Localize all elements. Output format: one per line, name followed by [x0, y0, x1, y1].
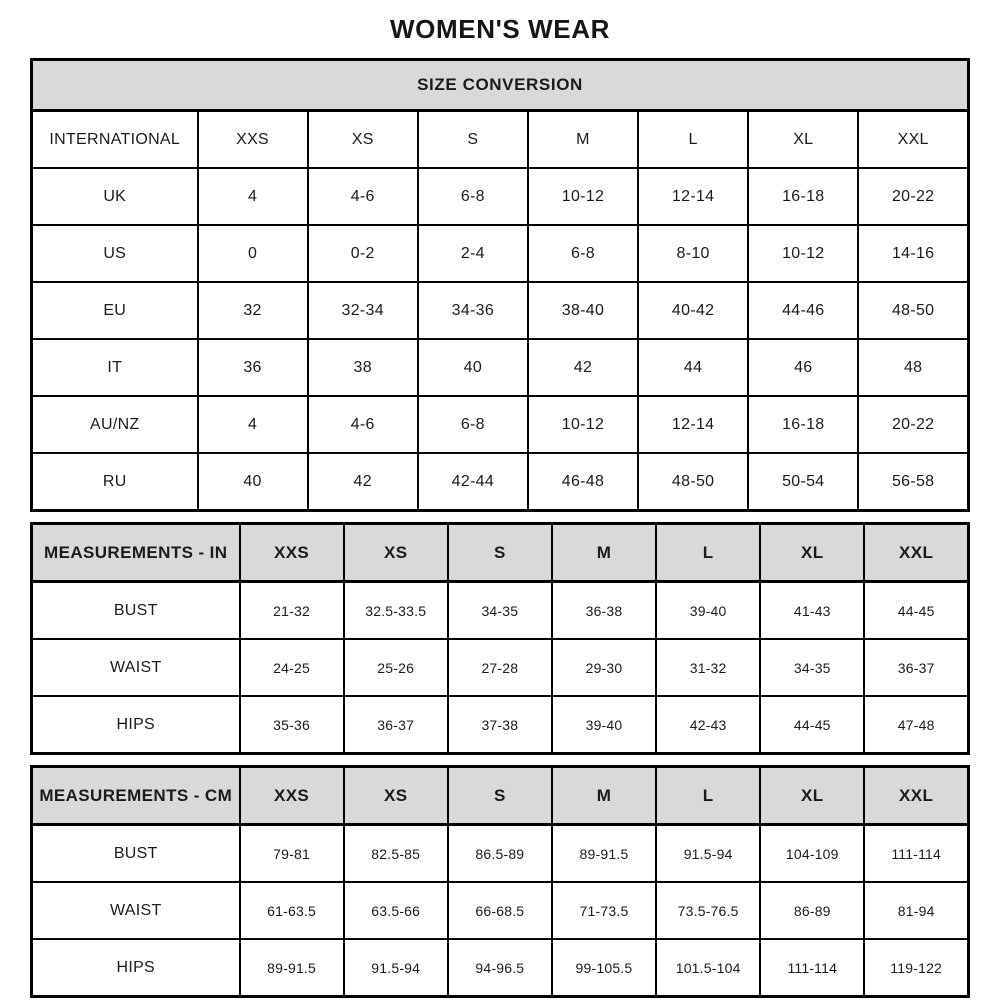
size-value: 48-50: [638, 453, 748, 511]
measurement-value: 36-38: [552, 582, 656, 640]
table-row-aunz: [32, 396, 969, 453]
size-value: 10-12: [528, 396, 638, 453]
column-header-xxs: XXS: [198, 111, 308, 169]
measurement-value: 81-94: [864, 882, 968, 939]
measurement-value: 29-30: [552, 639, 656, 696]
measurement-value: 44-45: [864, 582, 968, 640]
size-value: 8-10: [638, 225, 748, 282]
measurement-value: 39-40: [552, 696, 656, 754]
table-row-ru: [32, 453, 969, 511]
column-header-xxl: XXL: [864, 524, 968, 582]
size-value: 2-4: [418, 225, 528, 282]
size-conversion-banner: SIZE CONVERSION: [32, 60, 969, 111]
header-row: [32, 767, 969, 825]
measurement-value: 35-36: [240, 696, 344, 754]
size-value: 32: [198, 282, 308, 339]
measurement-value: 34-35: [760, 639, 864, 696]
size-value: 12-14: [638, 168, 748, 225]
size-value: 10-12: [528, 168, 638, 225]
size-value: 42-44: [418, 453, 528, 511]
column-header-xl: XL: [760, 524, 864, 582]
measurement-value: 111-114: [864, 825, 968, 883]
measurement-value: 111-114: [760, 939, 864, 997]
size-value: 6-8: [418, 396, 528, 453]
measurement-value: 79-81: [240, 825, 344, 883]
table-row-uk: [32, 168, 969, 225]
measurement-value: 47-48: [864, 696, 968, 754]
measurement-value: 21-32: [240, 582, 344, 640]
size-value: 4-6: [308, 396, 418, 453]
measurement-value: 34-35: [448, 582, 552, 640]
column-header-xl: XL: [760, 767, 864, 825]
row-label: WAIST: [32, 639, 240, 696]
table-row-waist: [32, 639, 969, 696]
size-value: 12-14: [638, 396, 748, 453]
table-row-bust: [32, 582, 969, 640]
size-value: 14-16: [858, 225, 968, 282]
size-value: 44: [638, 339, 748, 396]
column-header-xxs: XXS: [240, 524, 344, 582]
size-value: 38: [308, 339, 418, 396]
measurement-value: 101.5-104: [656, 939, 760, 997]
column-header-xs: XS: [344, 524, 448, 582]
size-value: 36: [198, 339, 308, 396]
measurement-value: 32.5-33.5: [344, 582, 448, 640]
measurement-value: 119-122: [864, 939, 968, 997]
table-row-bust: [32, 825, 969, 883]
row-label: BUST: [32, 825, 240, 883]
column-header-xxs: XXS: [240, 767, 344, 825]
measurements-cm-table: [30, 765, 970, 998]
table-row-hips: [32, 939, 969, 997]
table-row-eu: [32, 282, 969, 339]
row-label: WAIST: [32, 882, 240, 939]
column-header-xs: XS: [308, 111, 418, 169]
measurement-value: 25-26: [344, 639, 448, 696]
column-header-s: S: [448, 524, 552, 582]
measurement-value: 31-32: [656, 639, 760, 696]
size-value: 48: [858, 339, 968, 396]
page-title: WOMEN'S WEAR: [390, 14, 610, 44]
size-value: 40-42: [638, 282, 748, 339]
size-value: 4-6: [308, 168, 418, 225]
column-header-m: M: [528, 111, 638, 169]
measurements-cm-header: MEASUREMENTS - CM: [32, 767, 240, 825]
size-value: 44-46: [748, 282, 858, 339]
measurement-value: 36-37: [344, 696, 448, 754]
header-row: [32, 111, 969, 169]
column-header-l: L: [638, 111, 748, 169]
size-value: 34-36: [418, 282, 528, 339]
measurement-value: 91.5-94: [344, 939, 448, 997]
measurements-in-header: MEASUREMENTS - IN: [32, 524, 240, 582]
table-row-us: [32, 225, 969, 282]
table-row-hips: [32, 696, 969, 754]
size-value: 46-48: [528, 453, 638, 511]
size-value: 0-2: [308, 225, 418, 282]
measurement-value: 39-40: [656, 582, 760, 640]
size-value: 20-22: [858, 396, 968, 453]
measurement-value: 104-109: [760, 825, 864, 883]
row-label: HIPS: [32, 696, 240, 754]
measurement-value: 42-43: [656, 696, 760, 754]
size-value: 48-50: [858, 282, 968, 339]
table-row-waist: [32, 882, 969, 939]
measurement-value: 89-91.5: [240, 939, 344, 997]
measurement-value: 27-28: [448, 639, 552, 696]
size-value: 40: [418, 339, 528, 396]
size-value: 4: [198, 168, 308, 225]
row-label: IT: [32, 339, 198, 396]
size-value: 32-34: [308, 282, 418, 339]
size-value: 10-12: [748, 225, 858, 282]
size-value: 50-54: [748, 453, 858, 511]
measurement-value: 91.5-94: [656, 825, 760, 883]
column-header-m: M: [552, 524, 656, 582]
column-header-xxl: XXL: [858, 111, 968, 169]
row-label: BUST: [32, 582, 240, 640]
row-label: EU: [32, 282, 198, 339]
measurement-value: 61-63.5: [240, 882, 344, 939]
size-value: 38-40: [528, 282, 638, 339]
column-header-xs: XS: [344, 767, 448, 825]
column-header-l: L: [656, 767, 760, 825]
row-label: UK: [32, 168, 198, 225]
column-header-m: M: [552, 767, 656, 825]
column-header-xxl: XXL: [864, 767, 968, 825]
size-value: 42: [308, 453, 418, 511]
size-value: 40: [198, 453, 308, 511]
measurement-value: 99-105.5: [552, 939, 656, 997]
measurement-value: 86.5-89: [448, 825, 552, 883]
measurement-value: 86-89: [760, 882, 864, 939]
size-value: 56-58: [858, 453, 968, 511]
column-header-s: S: [418, 111, 528, 169]
column-header-international: INTERNATIONAL: [32, 111, 198, 169]
row-label: AU/NZ: [32, 396, 198, 453]
measurement-value: 73.5-76.5: [656, 882, 760, 939]
size-value: 6-8: [418, 168, 528, 225]
measurement-value: 94-96.5: [448, 939, 552, 997]
size-value: 0: [198, 225, 308, 282]
row-label: HIPS: [32, 939, 240, 997]
row-label: US: [32, 225, 198, 282]
measurements-in-table: [30, 522, 970, 755]
measurement-value: 41-43: [760, 582, 864, 640]
header-row: [32, 524, 969, 582]
size-value: 4: [198, 396, 308, 453]
size-value: 16-18: [748, 168, 858, 225]
measurement-value: 36-37: [864, 639, 968, 696]
row-label: RU: [32, 453, 198, 511]
table-banner-row: [32, 60, 969, 111]
size-value: 42: [528, 339, 638, 396]
measurement-value: 24-25: [240, 639, 344, 696]
size-value: 46: [748, 339, 858, 396]
measurement-value: 37-38: [448, 696, 552, 754]
size-value: 16-18: [748, 396, 858, 453]
size-value: 6-8: [528, 225, 638, 282]
measurement-value: 82.5-85: [344, 825, 448, 883]
measurement-value: 44-45: [760, 696, 864, 754]
measurement-value: 71-73.5: [552, 882, 656, 939]
size-value: 20-22: [858, 168, 968, 225]
column-header-l: L: [656, 524, 760, 582]
size-conversion-table: [30, 58, 970, 512]
table-row-it: [32, 339, 969, 396]
measurement-value: 66-68.5: [448, 882, 552, 939]
measurement-value: 89-91.5: [552, 825, 656, 883]
measurement-value: 63.5-66: [344, 882, 448, 939]
column-header-s: S: [448, 767, 552, 825]
column-header-xl: XL: [748, 111, 858, 169]
